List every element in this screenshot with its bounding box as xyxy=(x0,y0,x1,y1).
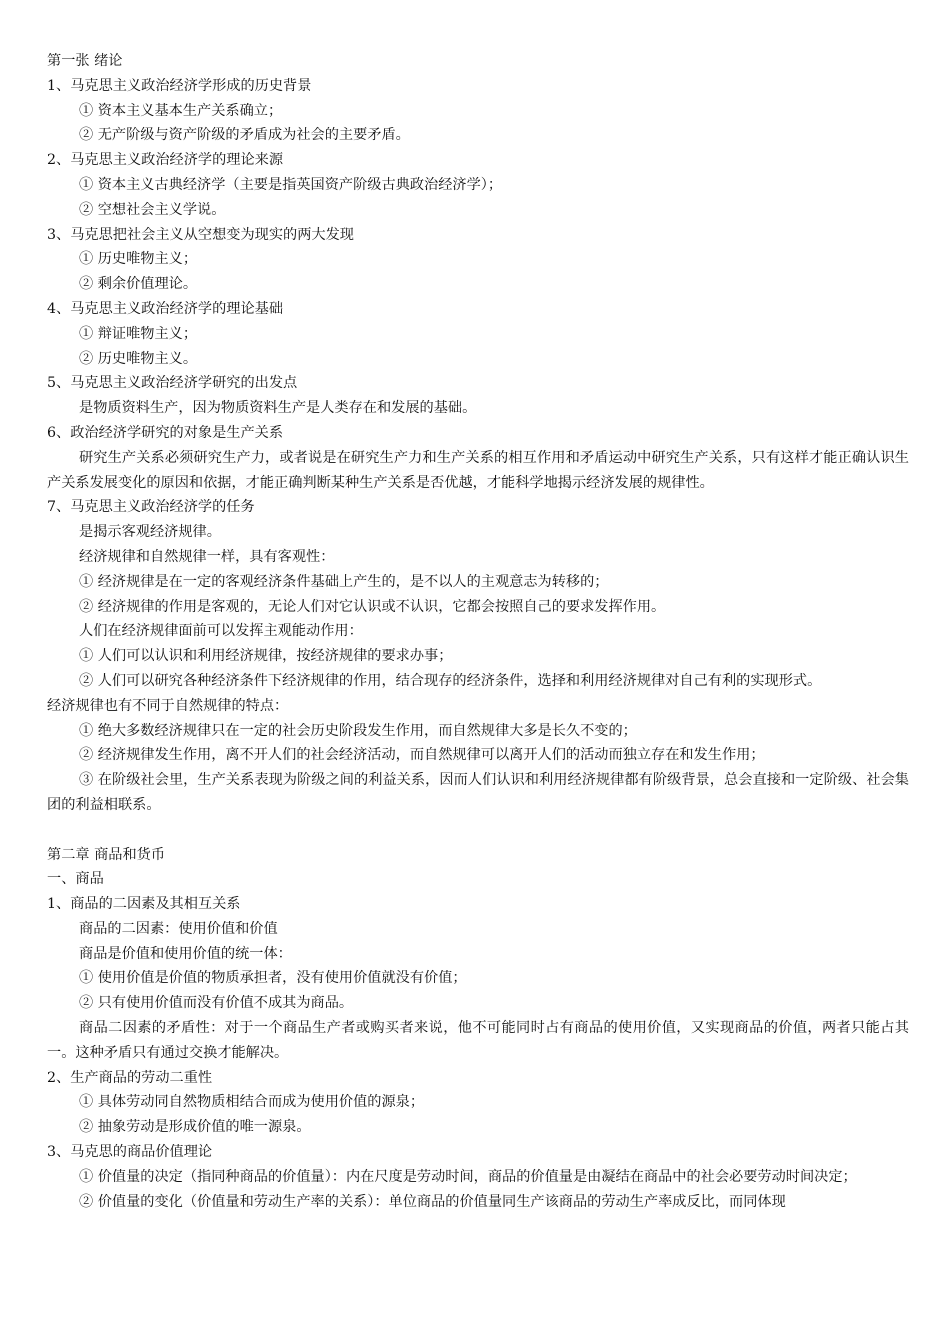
list-item: ② 经济规律的作用是客观的，无论人们对它认识或不认识，它都会按照自己的要求发挥作用。 xyxy=(79,598,666,615)
body-text: 是揭示客观经济规律。 xyxy=(79,524,221,541)
list-item: ① 人们可以认识和利用经济规律，按经济规律的要求办事； xyxy=(79,648,453,665)
list-item: ③ 在阶级社会里，生产关系表现为阶级之间的利益关系，因而人们认识和利用经济规律都有阶级背景，总会直接和一定阶级、社会集团的利益相联系。 xyxy=(47,772,909,813)
body-text: 商品是价值和使用价值的统一体： xyxy=(79,945,292,962)
list-item: ② 抽象劳动是形成价值的唯一源泉。 xyxy=(79,1119,311,1136)
body-text: 经济规律也有不同于自然规律的特点： xyxy=(47,697,289,714)
list-item: ① 使用价值是价值的物质承担者，没有使用价值就没有价值； xyxy=(79,970,467,987)
list-item: ② 历史唯物主义。 xyxy=(79,350,198,367)
list-item: ① 经济规律是在一定的客观经济条件基础上产生的，是不以人的主观意志为转移的； xyxy=(79,573,609,590)
blank-line xyxy=(47,818,909,843)
section-heading: 3、马克思把社会主义从空想变为现实的两大发现 xyxy=(47,226,354,243)
list-item: ② 空想社会主义学说。 xyxy=(79,201,226,218)
body-text: 人们在经济规律面前可以发挥主观能动作用： xyxy=(79,623,363,640)
body-paragraph: 商品二因素的矛盾性：对于一个商品生产者或购买者来说，他不可能同时占有商品的使用价值，又实现商品的价值，两者只能占其一。这种矛盾只有通过交换才能解决。 xyxy=(47,1020,909,1061)
body-paragraph: 研究生产关系必须研究生产力，或者说是在研究生产力和生产关系的相互作用和矛盾运动中研究生产关系，只有这样才能正确认识生产关系发展变化的原因和依据，才能正确判断某种生产关系是否优越，才能科学地揭示经济发展的规律性。 xyxy=(47,449,909,491)
chapter-1-title: 第一张 绪论 xyxy=(47,53,123,69)
list-item: ② 无产阶级与资产阶级的矛盾成为社会的主要矛盾。 xyxy=(79,127,410,144)
list-item: ① 具体劳动同自然物质相结合而成为使用价值的源泉； xyxy=(79,1094,425,1111)
section-heading: 1、商品的二因素及其相互关系 xyxy=(47,896,241,913)
section-heading: 6、政治经济学研究的对象是生产关系 xyxy=(47,424,284,441)
section-heading: 1、马克思主义政治经济学形成的历史背景 xyxy=(47,77,312,94)
section-heading: 4、马克思主义政治经济学的理论基础 xyxy=(47,300,284,317)
list-item: ① 资本主义基本生产关系确立； xyxy=(79,102,283,119)
list-item: ① 资本主义古典经济学（主要是指英国资产阶级古典政治经济学）； xyxy=(79,176,503,193)
part-heading: 一、商品 xyxy=(47,871,104,888)
body-text: 商品的二因素：使用价值和价值 xyxy=(79,920,278,937)
list-item: ② 人们可以研究各种经济条件下经济规律的作用，结合现存的经济条件，选择和利用经济规律对自己有利的实现形式。 xyxy=(79,672,822,689)
list-item: ② 只有使用价值而没有价值不成其为商品。 xyxy=(79,995,354,1012)
document-page xyxy=(47,49,909,1214)
list-item: ① 价值量的决定（指同种商品的价值量）：内在尺度是劳动时间，商品的价值量是由凝结在商品中的社会必要劳动时间决定； xyxy=(79,1168,857,1185)
section-heading: 3、马克思的商品价值理论 xyxy=(47,1144,213,1161)
list-item: ② 价值量的变化（价值量和劳动生产率的关系）：单位商品的价值量同生产该商品的劳动生产率成反比，而同体现 xyxy=(79,1193,786,1210)
list-item: ① 历史唯物主义； xyxy=(79,251,198,268)
list-item: ② 经济规律发生作用，离不开人们的社会经济活动，而自然规律可以离开人们的活动而独立存在和发生作用； xyxy=(79,747,765,764)
list-item: ① 辩证唯物主义； xyxy=(79,325,198,342)
body-text: 经济规律和自然规律一样，具有客观性： xyxy=(79,548,335,565)
section-heading: 5、马克思主义政治经济学研究的出发点 xyxy=(47,375,298,392)
section-heading: 7、马克思主义政治经济学的任务 xyxy=(47,499,255,516)
body-text: 是物质资料生产，因为物质资料生产是人类存在和发展的基础。 xyxy=(79,400,477,417)
list-item: ① 绝大多数经济规律只在一定的社会历史阶段发生作用，而自然规律大多是长久不变的； xyxy=(79,722,637,739)
section-heading: 2、生产商品的劳动二重性 xyxy=(47,1069,213,1086)
section-heading: 2、马克思主义政治经济学的理论来源 xyxy=(47,152,284,169)
list-item: ② 剩余价值理论。 xyxy=(79,276,198,293)
chapter-2-title: 第二章 商品和货币 xyxy=(47,846,166,863)
